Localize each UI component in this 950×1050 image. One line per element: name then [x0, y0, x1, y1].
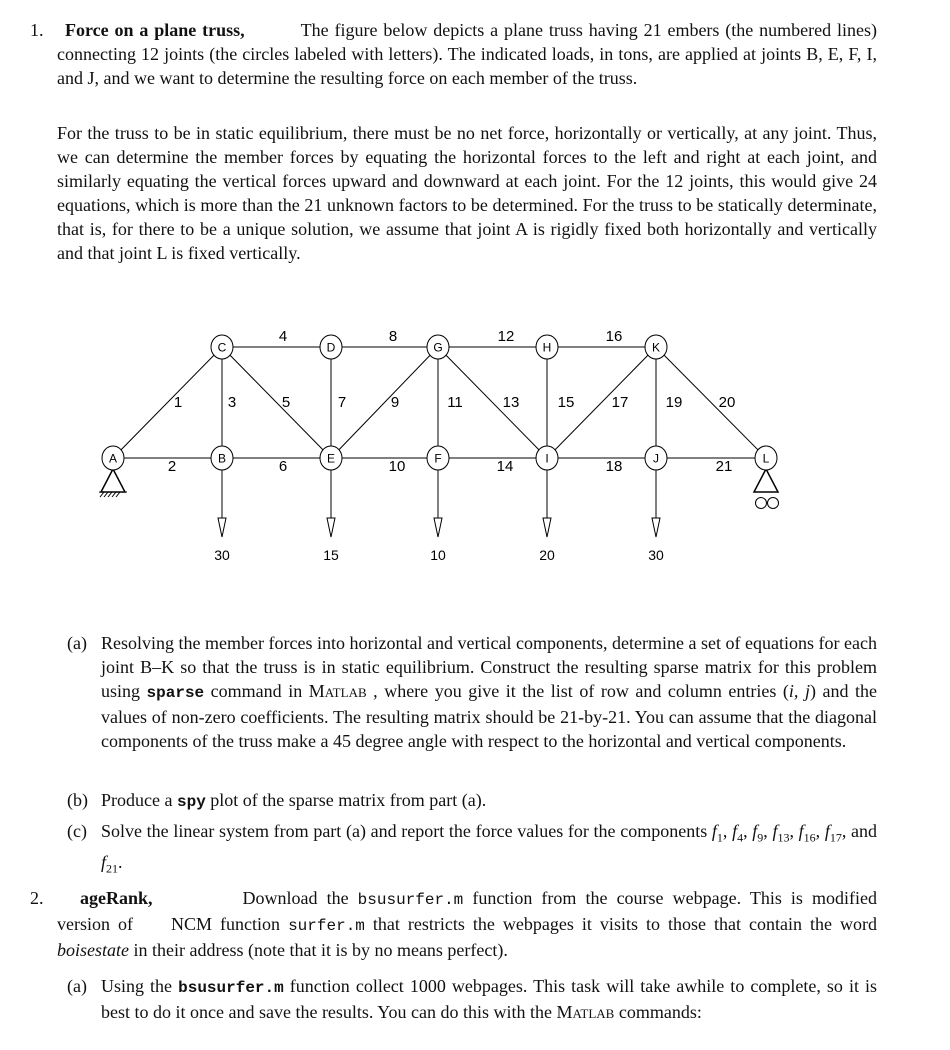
member-label: 18: [605, 458, 623, 475]
text: Produce a: [101, 790, 177, 810]
code-bsusurfer: bsusurfer.m: [178, 979, 284, 997]
member-label: 15: [557, 394, 575, 411]
part-label: (b): [67, 790, 88, 810]
force-symbol: f: [752, 821, 758, 841]
joint-L: [755, 446, 777, 470]
force-subscript: 16: [803, 830, 816, 845]
force-list: $f_1$, $f_4$, $f_9$, $f_{13}$, $f_{16}$, $f_{17}$, and $f_{21}$.: [101, 821, 877, 876]
code-sparse: sparse: [146, 684, 205, 702]
force-subscript: 13: [777, 830, 790, 845]
joint-D: [320, 335, 342, 359]
member-1: [113, 347, 222, 458]
code-bsusurfer: bsusurfer.m: [357, 891, 464, 909]
member-label: 1: [173, 394, 183, 411]
load-arrow-F: [430, 458, 446, 563]
problem-1-part-a: [67, 631, 877, 753]
text: and: [851, 821, 877, 841]
text: Solve the linear system from part (a) and report the force values for the components: [101, 821, 712, 841]
load-value: 30: [214, 547, 230, 563]
force-symbol: f: [711, 821, 717, 841]
pin-support-icon: [99, 469, 127, 497]
force-symbol: f: [798, 821, 804, 841]
member-label: 21: [715, 458, 733, 475]
load-value: 15: [323, 547, 339, 563]
emphasis-boisestate: boisestate: [57, 940, 129, 960]
text: NCM function: [171, 914, 289, 934]
member-label: 14: [496, 458, 514, 475]
joint-label: C: [217, 340, 227, 355]
text: , where you give it the list of row and column entries (: [366, 681, 789, 701]
joint-K: [645, 335, 667, 359]
text: function collect 1000 webpages. This task will take awhile to complete, so it is best to do it once and save the results. You can do this with the: [101, 976, 878, 1022]
code-spy: spy: [176, 793, 206, 811]
force-subscript: 21: [106, 861, 119, 876]
force-symbol: f: [824, 821, 830, 841]
problem-1-part-c: [67, 819, 877, 880]
joint-J: [645, 446, 667, 470]
part-label: (a): [67, 976, 87, 996]
joint-A: [102, 446, 124, 470]
joint-label: H: [542, 340, 552, 355]
text: that restricts the webpages it visits to those that contain the word: [364, 914, 878, 934]
joint-H: [536, 335, 558, 359]
joint-label: B: [217, 451, 227, 466]
member-5: [222, 347, 331, 458]
problem-2-intro: [57, 886, 877, 962]
problem-1-number: 1.: [30, 20, 44, 40]
text: plot of the sparse matrix from part (a).: [205, 790, 487, 810]
joint-label: L: [762, 451, 770, 466]
text: command in: [204, 681, 309, 701]
joint-label: A: [108, 451, 118, 466]
load-arrow-E: [323, 458, 339, 563]
member-label: 2: [167, 458, 177, 475]
load-arrow-B: [214, 458, 230, 563]
joint-F: [427, 446, 449, 470]
problem-1-title: Force on a plane truss,: [65, 20, 245, 40]
text: Resolving the member forces into horizontal and vertical components, determine a set of equations for each joint B–K so that the truss is in static equilibrium. Construct the resulting sparse matrix for this problem using: [101, 633, 877, 701]
member-label: 20: [718, 394, 736, 411]
text: in their address (note that it is by no means perfect).: [129, 940, 508, 960]
joint-label: J: [653, 451, 659, 466]
roller-support-icon: [754, 469, 779, 509]
member-label: 11: [447, 394, 463, 411]
joint-label: I: [545, 451, 549, 466]
member-label: 17: [611, 394, 629, 411]
problem-1-part-b: [67, 788, 877, 814]
member-label: 6: [278, 458, 288, 475]
member-label: 19: [665, 394, 683, 411]
member-label: 13: [502, 394, 520, 411]
load-value: 30: [648, 547, 664, 563]
joint-label: E: [326, 451, 336, 466]
problem-2-number: 2.: [30, 888, 44, 908]
member-label: 7: [337, 394, 347, 411]
math-ij: i, j: [788, 681, 810, 701]
problem-2-part-a: [67, 974, 878, 1024]
load-value: 20: [539, 547, 555, 563]
member-label: 10: [388, 458, 406, 475]
joint-label: K: [651, 340, 661, 355]
joint-E: [320, 446, 342, 470]
part-label: (c): [67, 821, 87, 841]
joint-label: D: [326, 340, 336, 355]
problem-2-title: ageRank,: [80, 888, 153, 908]
member-label: 4: [278, 328, 288, 345]
text: function from the course webpage. This is modified version of: [57, 888, 877, 934]
member-label: 9: [390, 394, 400, 411]
load-arrow-J: [648, 458, 664, 563]
text: Download the: [242, 888, 358, 908]
matlab-name: Matlab: [556, 1002, 615, 1022]
text: commands:: [614, 1002, 702, 1022]
force-subscript: 4: [737, 830, 744, 845]
force-subscript: 17: [829, 830, 842, 845]
part-label: (a): [67, 633, 87, 653]
member-label: 16: [605, 328, 623, 345]
joint-I: [536, 446, 558, 470]
joint-label: G: [433, 340, 443, 355]
joint-C: [211, 335, 233, 359]
matlab-name: Matlab: [308, 681, 367, 701]
load-value: 10: [430, 547, 446, 563]
joint-G: [427, 335, 449, 359]
member-9: [331, 347, 438, 458]
force-symbol: f: [772, 821, 778, 841]
member-label: 8: [388, 328, 398, 345]
text: Using the: [101, 976, 179, 996]
force-subscript: 9: [757, 830, 764, 845]
load-arrow-I: [539, 458, 555, 563]
member-label: 12: [497, 328, 515, 345]
member-label: 5: [281, 394, 291, 411]
member-label: 3: [227, 394, 237, 411]
text: ) and the values of non-zero coefficients. The resulting matrix should be 21-by-21. You can assume that the diagonal components of the truss make a 45 degree angle with respect to the horizontal and vertical components.: [101, 681, 877, 751]
joint-label: F: [434, 451, 442, 466]
code-surfer: surfer.m: [288, 917, 365, 935]
force-subscript: 1: [716, 830, 723, 845]
force-symbol: f: [732, 821, 738, 841]
force-symbol: f: [101, 851, 107, 872]
problem-1-equilibrium-paragraph: For the truss to be in static equilibrium, there must be no net force, horizontally or vertically, at any joint. Thus, we can determine the member forces by equating the horizontal forces to the left and right at each joint, and similarly equating the vertical forces upward and downward at each joint. For the 12 joints, this would give 24 equations, which is more than the 21 unknown factors to be determined. For the truss to be statically determinate, that is, for there to be a unique solution, we assume that joint A is rigidly fixed both horizontally and vertically and that joint L is fixed vertically.: [57, 123, 877, 263]
problem-1-intro-text: The figure below depicts a plane truss having 21 embers (the numbered lines) connecting 12 joints (the circles labeled with letters). The indicated loads, in tons, are applied at joints B, E, F, I, and J, and we want to determine the resulting force on each member of the truss.: [57, 20, 877, 88]
joint-B: [211, 446, 233, 470]
